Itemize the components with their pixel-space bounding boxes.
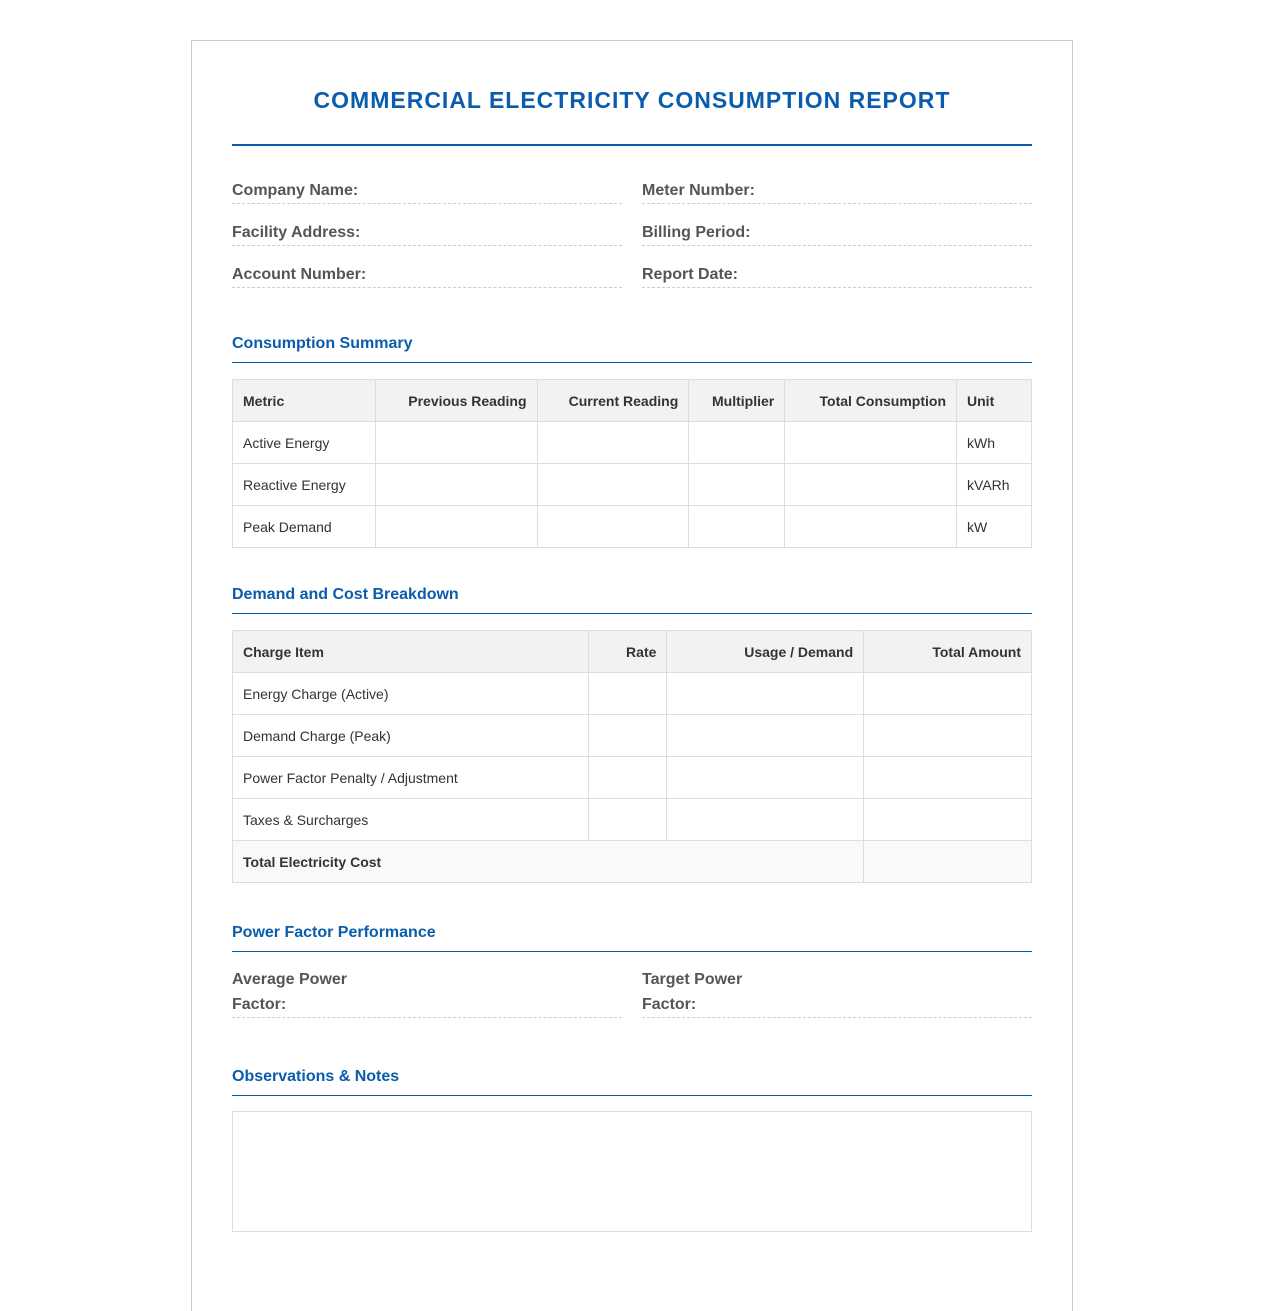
table-row [233,799,1032,841]
average-power-factor-label-line1: Average Power [232,971,348,988]
total-cost-label: Total Electricity Cost [233,841,864,883]
column-header-unit: Unit [957,380,1032,422]
table-row [233,506,1032,548]
unit-cell: kWh [957,422,1032,464]
metric-cell: Reactive Energy [233,464,376,506]
target-power-factor-label-line1: Target Power [642,971,743,988]
company-name-field[interactable] [232,178,622,204]
cost-breakdown-heading: Demand and Cost Breakdown [232,585,1032,614]
average-power-factor-label-line2: Factor: [232,996,287,1013]
target-power-factor-field[interactable] [642,967,1032,1018]
rate-cell[interactable] [589,715,667,757]
charge-item-cell: Energy Charge (Active) [233,673,589,715]
previous-reading-cell[interactable] [375,464,537,506]
report-date-label: Report Date: [642,266,739,283]
company-name-label: Company Name: [232,182,359,199]
facility-address-label: Facility Address: [232,224,361,241]
amount-cell[interactable] [864,799,1032,841]
charge-item-cell: Demand Charge (Peak) [233,715,589,757]
table-row [233,464,1032,506]
column-header-rate: Rate [589,631,667,673]
title-divider [232,144,1032,146]
column-header-current-reading: Current Reading [537,380,689,422]
total-row [233,841,1032,883]
multiplier-cell[interactable] [689,464,785,506]
billing-period-label: Billing Period: [642,224,751,241]
cost-breakdown-table [232,630,1032,883]
unit-cell: kW [957,506,1032,548]
usage-cell[interactable] [667,757,864,799]
multiplier-cell[interactable] [689,422,785,464]
charge-item-cell: Power Factor Penalty / Adjustment [233,757,589,799]
total-consumption-cell[interactable] [785,464,957,506]
column-header-metric: Metric [233,380,376,422]
usage-cell[interactable] [667,673,864,715]
power-factor-heading: Power Factor Performance [232,923,1032,952]
current-reading-cell[interactable] [537,422,689,464]
consumption-summary-heading: Consumption Summary [232,334,1032,363]
usage-cell[interactable] [667,799,864,841]
rate-cell[interactable] [589,799,667,841]
amount-cell[interactable] [864,715,1032,757]
account-number-field[interactable] [232,262,622,288]
rate-cell[interactable] [589,673,667,715]
table-row [233,422,1032,464]
column-header-charge-item: Charge Item [233,631,589,673]
current-reading-cell[interactable] [537,464,689,506]
table-row [233,757,1032,799]
report-title: COMMERCIAL ELECTRICITY CONSUMPTION REPORT [313,87,951,113]
consumption-summary-table [232,379,1032,548]
meter-number-label: Meter Number: [642,182,755,199]
column-header-total-consumption: Total Consumption [785,380,957,422]
column-header-usage-demand: Usage / Demand [667,631,864,673]
total-consumption-cell[interactable] [785,506,957,548]
column-header-total-amount: Total Amount [864,631,1032,673]
metric-cell: Active Energy [233,422,376,464]
table-header-row [233,631,1032,673]
column-header-previous-reading: Previous Reading [375,380,537,422]
account-number-label: Account Number: [232,266,367,283]
metric-cell: Peak Demand [233,506,376,548]
notes-textarea[interactable] [232,1111,1032,1232]
amount-cell[interactable] [864,757,1032,799]
unit-cell: kVARh [957,464,1032,506]
report-page [191,40,1073,1311]
current-reading-cell[interactable] [537,506,689,548]
billing-period-field[interactable] [642,220,1032,246]
previous-reading-cell[interactable] [375,422,537,464]
previous-reading-cell[interactable] [375,506,537,548]
average-power-factor-field[interactable] [232,967,622,1018]
notes-heading: Observations & Notes [232,1067,1032,1096]
rate-cell[interactable] [589,757,667,799]
charge-item-cell: Taxes & Surcharges [233,799,589,841]
total-cost-value[interactable] [864,841,1032,883]
amount-cell[interactable] [864,673,1032,715]
multiplier-cell[interactable] [689,506,785,548]
report-date-field[interactable] [642,262,1032,288]
facility-address-field[interactable] [232,220,622,246]
table-row [233,673,1032,715]
target-power-factor-label-line2: Factor: [642,996,697,1013]
column-header-multiplier: Multiplier [689,380,785,422]
total-consumption-cell[interactable] [785,422,957,464]
table-header-row [233,380,1032,422]
usage-cell[interactable] [667,715,864,757]
table-row [233,715,1032,757]
meter-number-field[interactable] [642,178,1032,204]
